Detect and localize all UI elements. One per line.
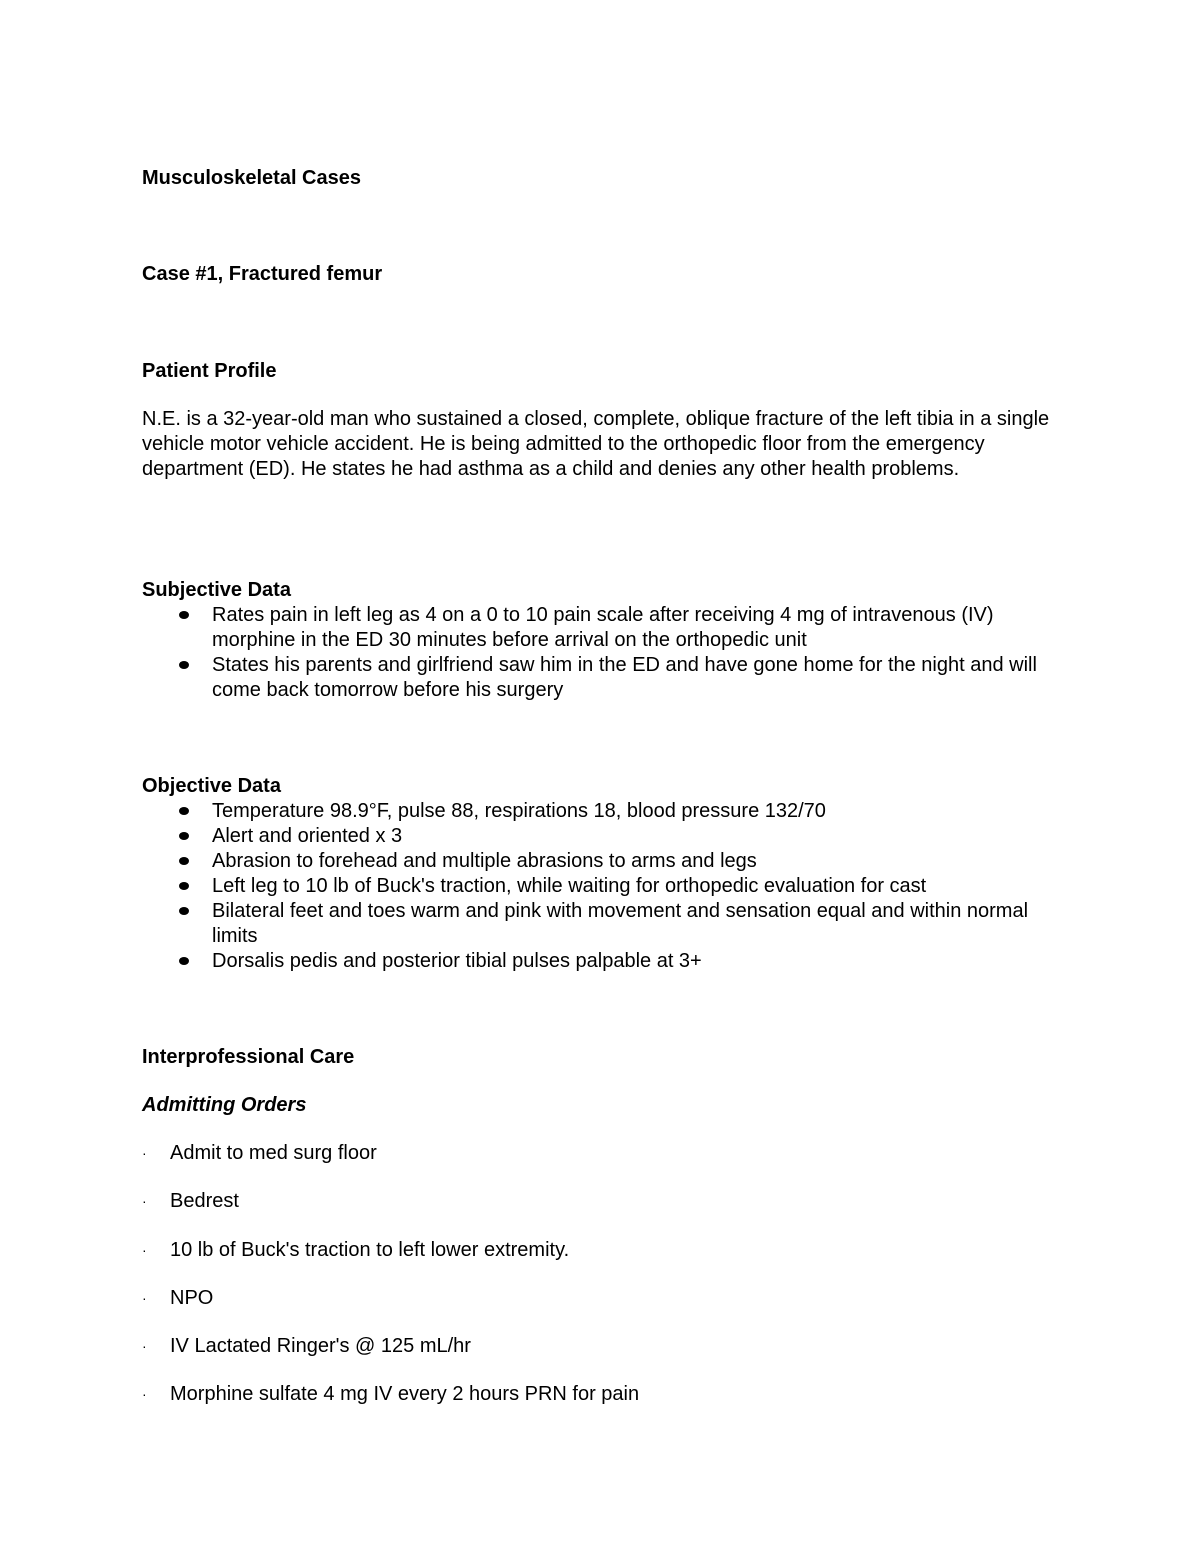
bullet-icon	[179, 907, 189, 915]
subjective-data-list	[142, 603, 1062, 703]
case-title: Case #1, Fractured femur	[142, 263, 383, 285]
order-marker: ·	[142, 1193, 147, 1209]
bullet-icon	[179, 661, 189, 669]
list-item-text: Rates pain in left leg as 4 on a 0 to 10 pain scale after receiving 4 mg of intravenous (IV) morphine in the ED 30 minutes before arrival on the orthopedic unit	[212, 604, 994, 651]
objective-data-heading: Objective Data	[142, 775, 281, 797]
list-item	[142, 949, 1062, 974]
order-text: IV Lactated Ringer's @ 125 mL/hr	[170, 1335, 471, 1357]
order-marker: ·	[142, 1386, 147, 1402]
order-marker: ·	[142, 1145, 147, 1161]
bullet-icon	[179, 857, 189, 865]
list-item	[142, 653, 1062, 703]
order-text: 10 lb of Buck's traction to left lower extremity.	[170, 1239, 570, 1261]
order-item	[142, 1286, 213, 1311]
order-item	[142, 1238, 569, 1263]
list-item-text: Abrasion to forehead and multiple abrasions to arms and legs	[212, 850, 757, 872]
order-text: Bedrest	[170, 1190, 239, 1212]
list-item-text: Dorsalis pedis and posterior tibial pulses palpable at 3+	[212, 950, 702, 972]
order-text: Admit to med surg floor	[170, 1142, 377, 1164]
order-marker: ·	[142, 1338, 147, 1354]
list-item	[142, 874, 1062, 899]
bullet-icon	[179, 957, 189, 965]
bullet-icon	[179, 832, 189, 840]
list-item-text: Temperature 98.9°F, pulse 88, respirations 18, blood pressure 132/70	[212, 800, 826, 822]
list-item-text: Alert and oriented x 3	[212, 825, 403, 847]
order-item	[142, 1382, 639, 1407]
objective-data-list	[142, 799, 1062, 974]
document-title: Musculoskeletal Cases	[142, 167, 361, 189]
list-item-text: Bilateral feet and toes warm and pink with movement and sensation equal and within normal limits	[212, 900, 1029, 947]
order-marker: ·	[142, 1242, 147, 1258]
admitting-orders-heading: Admitting Orders	[142, 1094, 307, 1116]
list-item-text: States his parents and girlfriend saw him in the ED and have gone home for the night and will come back tomorrow before his surgery	[212, 654, 1037, 701]
order-text: NPO	[170, 1287, 214, 1309]
patient-profile-text: N.E. is a 32-year-old man who sustained a closed, complete, oblique fracture of the left tibia in a single vehicle motor vehicle accident. He is being admitted to the orthopedic floor from the emergency department (ED). He states he had asthma as a child and denies any other health problems.	[142, 408, 1050, 480]
order-text: Morphine sulfate 4 mg IV every 2 hours PRN for pain	[170, 1383, 640, 1405]
order-item	[142, 1141, 377, 1166]
list-item	[142, 824, 1062, 849]
list-item	[142, 849, 1062, 874]
order-marker: ·	[142, 1290, 147, 1306]
order-item	[142, 1189, 239, 1214]
bullet-icon	[179, 807, 189, 815]
list-item	[142, 603, 1062, 653]
order-item	[142, 1334, 471, 1359]
subjective-data-heading: Subjective Data	[142, 579, 291, 601]
bullet-icon	[179, 611, 189, 619]
list-item	[142, 799, 1062, 824]
patient-profile-heading: Patient Profile	[142, 360, 277, 382]
interprofessional-care-heading: Interprofessional Care	[142, 1046, 355, 1068]
bullet-icon	[179, 882, 189, 890]
list-item-text: Left leg to 10 lb of Buck's traction, while waiting for orthopedic evaluation for cast	[212, 875, 927, 897]
list-item	[142, 899, 1062, 949]
